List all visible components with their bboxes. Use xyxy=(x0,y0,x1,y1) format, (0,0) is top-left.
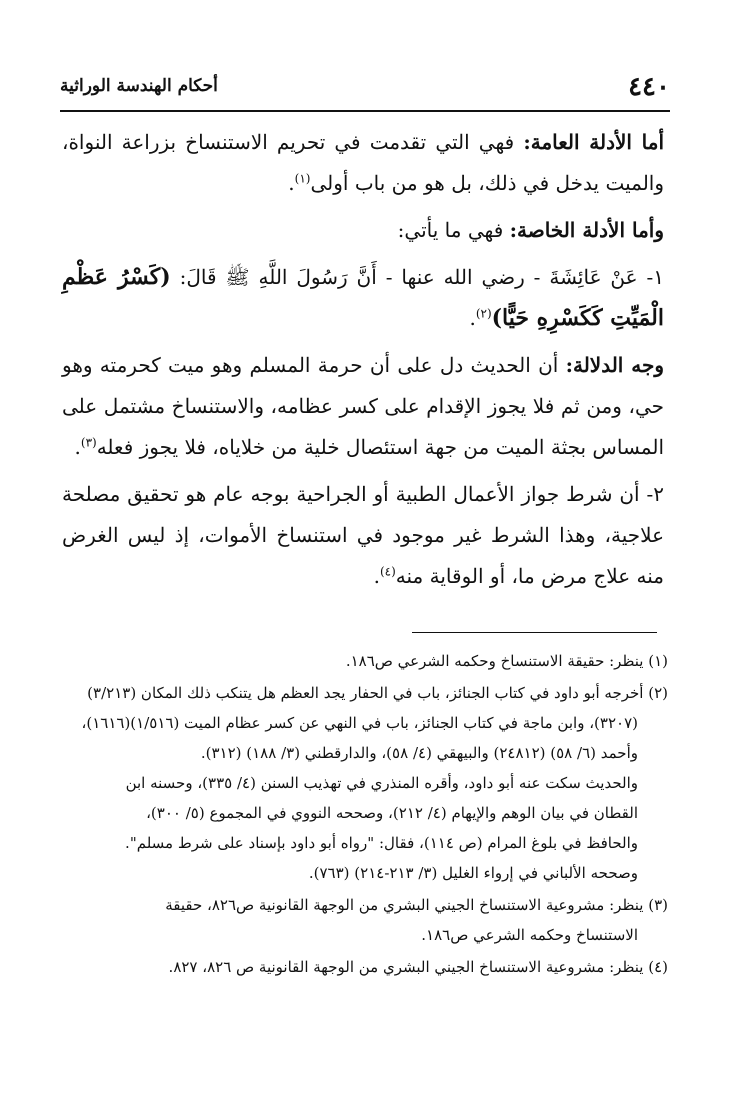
footnote-1: (١) ينظر: حقيقة الاستنساخ وحكمه الشرعي ص١٨٦. xyxy=(345,652,668,670)
footnote-ref-1: (١) xyxy=(294,171,311,186)
general-evidence-text: فهي التي تقدمت في تحريم الاستنساخ بزراعة النواة، والميت يدخل في ذلك، بل هو من باب أولى xyxy=(62,130,664,195)
footnote-3: (٣) ينظر: مشروعية الاستنساخ الجيني البشري من الوجهة القانونية ص٨٢٦، حقيقة الاستنساخ وحكمه الشرعي ص١٨٦. xyxy=(165,896,668,944)
paragraph-inference: وجه الدلالة: أن الحديث دل على أن حرمة المسلم وهو ميت كحرمته وهو حي، ومن ثم فلا يجوز الإقدام على كسر عظامه، والاستنساخ مشتمل على المساس بجثة الميت من جهة استئصال خلية من خلاياه، فلا يجوز فعله$^{(٣)}$. xyxy=(62,353,664,459)
inference-label: وجه الدلالة: xyxy=(565,353,664,377)
specific-evidence-label: وأما الأدلة الخاصة: xyxy=(509,218,664,242)
page-number: ٤٤٠ xyxy=(628,72,670,102)
footnote-4: (٤) ينظر: مشروعية الاستنساخ الجيني البشري من الوجهة القانونية ص ٨٢٦، ٨٢٧. xyxy=(168,958,668,976)
paragraph-hadith: ١- عَنْ عَائِشَةَ - رضي الله عنها - أَنَّ رَسُولَ اللَّهِ ﷺ قَالَ: (كَسْرُ عَظْمِ الْمَيِّتِ كَكَسْرِهِ حَيًّا)$^{(٢)}$. xyxy=(62,264,664,331)
main-text xyxy=(62,122,664,597)
paragraph-general-evidence: أما الأدلة العامة: فهي التي تقدمت في تحريم الاستنساخ بزراعة النواة، والميت يدخل في ذلك، بل هو من باب أولى$^{(١)}$. xyxy=(62,130,665,195)
header-rule xyxy=(60,110,670,112)
footnotes xyxy=(62,646,668,984)
general-evidence-label: أما الأدلة العامة: xyxy=(523,130,665,154)
footnote-ref-4: (٤) xyxy=(379,564,396,579)
footnote-ref-2: (٢) xyxy=(475,306,492,321)
footnote-2: (٢) أخرجه أبو داود في كتاب الجنائز، باب في الحفار يجد العظم هل يتنكب ذلك المكان (٣/٢١٣) (٣٢٠٧)، وابن ماجة في كتاب الجنائز، باب في النهي عن كسر عظام الميت (١/٥١٦)(١٦١٦)، وأحمد (٦/ ٥٨) (٢٤٨١٢) والبيهقي (٤/ ٥٨)، والدارقطني (٣/ ١٨٨) (٣١٢). والحديث سكت عنه أبو داود، وأقره المنذري في تهذيب السنن (٤/ ٣٣٥)، وحسنه ابن القطان في بيان الوهم والإيهام (٤/ ٢١٢)، وصححه النووي في المجموع (٥/ ٣٠٠)، والحافظ في بلوغ المرام (ص ١١٤)، فقال: "رواه أبو داود بإسناد على شرط مسلم". وصححه الألباني في إرواء الغليل (٣/ ٢١٣-٢١٤) (٧٦٣). xyxy=(81,684,668,882)
footnote-ref-3: (٣) xyxy=(80,435,97,450)
hadith-intro: ١- عَنْ عَائِشَةَ - رضي الله عنها - أَنَّ رَسُولَ اللَّهِ ﷺ قَالَ: xyxy=(170,265,664,289)
hadith-text: (كَسْرُ عَظْمِ الْمَيِّتِ كَكَسْرِهِ حَيًّا) xyxy=(62,264,664,331)
specific-evidence-text: فهي ما يأتي: xyxy=(397,218,510,242)
paragraph-specific-evidence xyxy=(62,210,664,251)
paragraph-second-point: ٢- أن شرط جواز الأعمال الطبية أو الجراحية بوجه عام هو تحقيق مصلحة علاجية، وهذا الشرط غير موجود في استنساخ الأموات، إذ ليس الغرض منه علاج مرض ما، أو الوقاية منه$^{(٤)}$. xyxy=(62,482,664,588)
page-header xyxy=(60,72,670,106)
running-title: أحكام الهندسة الوراثية xyxy=(60,76,218,96)
footnote-separator xyxy=(412,632,657,633)
second-point-text: ٢- أن شرط جواز الأعمال الطبية أو الجراحية بوجه عام هو تحقيق مصلحة علاجية، وهذا الشرط غير موجود في استنساخ الأموات، إذ ليس الغرض منه علاج مرض ما، أو الوقاية منه xyxy=(62,482,664,588)
inference-text: أن الحديث دل على أن حرمة المسلم وهو ميت كحرمته وهو حي، ومن ثم فلا يجوز الإقدام على كسر عظامه، والاستنساخ مشتمل على المساس بجثة الميت من جهة استئصال خلية من خلاياه، فلا يجوز فعله xyxy=(62,353,664,459)
